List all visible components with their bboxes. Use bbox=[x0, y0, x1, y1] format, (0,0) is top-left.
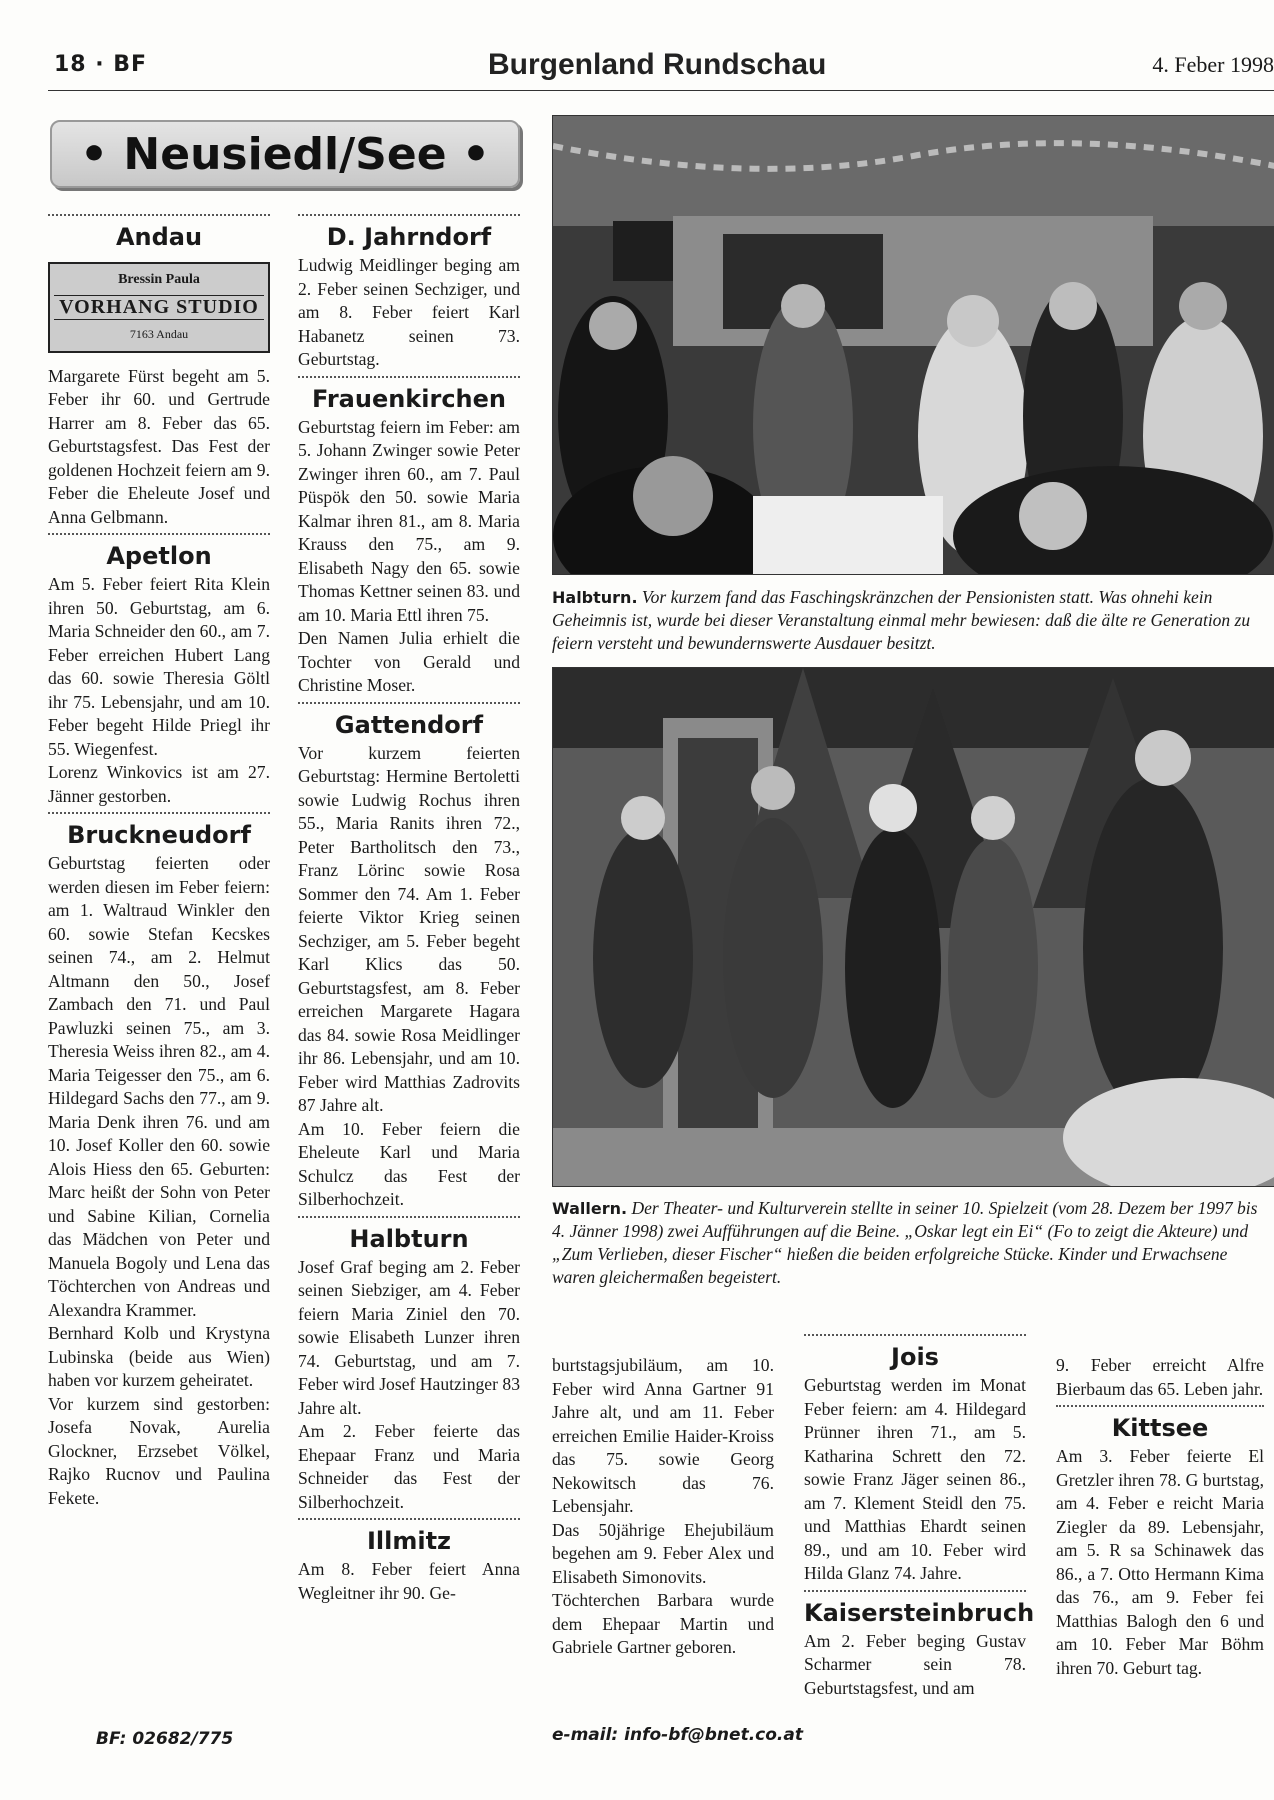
ad-place: 7163 Andau bbox=[129, 327, 189, 341]
frauenkirchen-text: Geburtstag feiern im Feber: am 5. Johann Zwinger sowie Peter Zwinger ihren 60., am 7. Paul Püspök den 50. sowie Maria Kalmar ihren 81., am 8. Maria Krauss den 75., am 9. Elisabeth Nagy den 65. sowie Thomas Kettner seinen 83. und am 10. Maria Ettl ihren 75. bbox=[298, 416, 520, 625]
bruckneudorf-text: Geburtstag feierten oder werden diesen im Feber feiern: am 1. Waltraud Winkler den 60. sowie Stefan Kecskes seinen 74., am 2. Helmut Altmann den 50., Josef Zambach den 71. und Paul Pawluzki seinen 75., am 3. Theresia Weiss ihren 82., am 4. Maria Teigesser den 75., am 6. Hildegard Sachs den 77., am 9. Maria Denk ihren 76. und am 10. Josef Koller den 60. sowie Alois Hiess den 65. Geburten: Marc heißt der Sohn von Peter und Sabine Kilian, Cornelia das Mädchen von Peter und Manuela Bogoly und Lena das Töchterchen von Andreas und Alexandra Krammer. bbox=[48, 853, 270, 1320]
section-title-djahrndorf: D. Jahrndorf bbox=[298, 214, 520, 252]
caption-wallern-text: Der Theater- und Kulturverein stellte in seiner 10. Spielzeit (vom 28. Dezem ber 1997 bis 4. Jänner 1998) zwei Aufführungen auf die Beine. „Oskar legt ein Ei“ (Fo to zeigt die Akteure) und „Zum Verlieben, dieser Fischer“ hießen die beiden erfolgreiche Stücke. Kinder und Erwachsene waren gleichermaßen begeistert. bbox=[552, 1198, 1258, 1287]
column-5 bbox=[1056, 1354, 1264, 1680]
photo-wallern-image bbox=[553, 668, 1274, 1186]
bruckneudorf-text-2: Bernhard Kolb und Krystyna Lubinska (beide aus Wien) haben vor kurzem geheiratet. bbox=[48, 1323, 270, 1390]
jois-cont-text: 9. Feber erreicht Alfre Bierbaum das 65. Leben jahr. bbox=[1056, 1355, 1264, 1399]
illmitz-cont-text-3: Töchterchen Barbara wurde dem Ehepaar Martin und Gabriele Gartner geboren. bbox=[552, 1590, 774, 1657]
section-title-apetlon: Apetlon bbox=[48, 533, 270, 571]
photo-halbturn-image bbox=[553, 116, 1274, 574]
apetlon-text-2: Lorenz Winkovics ist am 27. Jänner gestorben. bbox=[48, 762, 270, 806]
advertisement bbox=[48, 262, 270, 353]
bruckneudorf-text-3: Vor kurzem sind gestorben: Josefa Novak, Aurelia Glockner, Erzsebet Völkel, Rajko Rucnov und Paulina Fekete. bbox=[48, 1393, 270, 1508]
illmitz-cont-text: burtstagsjubiläum, am 10. Feber wird Anna Gartner 91 Jahre alt, und am 11. Feber erreichen Emilie Haider-Kroiss das 75. sowie Georg Nekowitsch das 76. Lebensjahr. bbox=[552, 1355, 774, 1516]
illmitz-cont-text-2: Das 50jährige Ehejubiläum begehen am 9. Feber Alex und Elisabeth Simonovits. bbox=[552, 1519, 774, 1587]
caption-halbturn-label: Halbturn. bbox=[552, 588, 638, 607]
andau-text: Margarete Fürst begeht am 5. Feber ihr 60. und Gertrude Harrer am 8. Feber das 65. Geburtstagsfest. Das Fest der goldenen Hochzeit feiern am 9. Feber die Eheleute Josef und Anna Gelbmann. bbox=[48, 365, 270, 527]
region-banner: • Neusiedl/See • bbox=[50, 120, 520, 188]
halbturn-text: Josef Graf beging am 2. Feber seinen Siebziger, am 4. Feber feiern Maria Ziniel den 70. sowie Elisabeth Lunzer ihren 74. Geburtstag, und am 7. Feber wird Josef Hautzinger 83 Jahre alt. bbox=[298, 1256, 520, 1418]
column-1 bbox=[48, 210, 270, 1510]
photo-wallern-theater bbox=[552, 667, 1274, 1187]
section-title-frauenkirchen: Frauenkirchen bbox=[298, 376, 520, 414]
newspaper-title: Burgenland Rundschau bbox=[488, 48, 827, 81]
section-title-halbturn: Halbturn bbox=[298, 1216, 520, 1254]
section-title-andau: Andau bbox=[48, 214, 270, 252]
frauenkirchen-text-2: Den Namen Julia erhielt die Tochter von Gerald und Christine Moser. bbox=[298, 628, 520, 695]
page-number: 18 · BF bbox=[54, 52, 148, 77]
footer-phone: BF: 02682/775 bbox=[96, 1729, 234, 1749]
section-title-gattendorf: Gattendorf bbox=[298, 702, 520, 740]
section-title-illmitz: Illmitz bbox=[298, 1518, 520, 1556]
ad-studio: VORHANG STUDIO bbox=[54, 295, 264, 321]
caption-halbturn bbox=[552, 586, 1274, 655]
caption-wallern bbox=[552, 1197, 1274, 1289]
section-title-bruckneudorf: Bruckneudorf bbox=[48, 812, 270, 850]
footer-email: e-mail: info-bf@bnet.co.at bbox=[552, 1725, 803, 1745]
ad-name: Bressin Paula bbox=[118, 272, 200, 287]
section-title-kaisersteinbruch: Kaisersteinbruch bbox=[804, 1590, 1026, 1628]
section-title-jois: Jois bbox=[804, 1334, 1026, 1372]
apetlon-text: Am 5. Feber feiert Rita Klein ihren 50. Geburtstag, am 6. Maria Schneider den 60., am 7. Feber erreichen Hubert Lang das 60. sowie Theresia Göltl ihr 75. Lebensjahr, und am 10. Feber begeht Hilde Priegl ihr 55. Wiegenfest. bbox=[48, 574, 270, 759]
halbturn-text-2: Am 2. Feber feierte das Ehepaar Franz und Maria Schneider das Fest der Silberhochzeit. bbox=[298, 1421, 520, 1512]
page-header bbox=[48, 44, 1274, 91]
issue-date: 4. Feber 1998 bbox=[1152, 52, 1274, 77]
photo-halbturn-dance bbox=[552, 115, 1274, 575]
gattendorf-text-2: Am 10. Feber feiern die Eheleute Karl und Maria Schulcz das Fest der Silberhochzeit. bbox=[298, 1118, 520, 1209]
column-4 bbox=[804, 1330, 1035, 1700]
illmitz-text: Am 8. Feber feiert Anna Wegleitner ihr 90. Ge- bbox=[298, 1559, 520, 1603]
gattendorf-text: Vor kurzem feierten Geburtstag: Hermine Bertoletti sowie Ludwig Rochus ihren 55., Maria Ranits ihren 72., Peter Bartholitsch den 73., Franz Lörinc sowie Rosa Sommer den 74. Am 1. Feber feierte Viktor Krieg seinen Sechziger, am 5. Feber begeht Karl Klics das 50. Geburtstagsfest, am 8. Feber erreichen Margarete Hagara das 84. sowie Rosa Meidlinger ihr 86. Lebensjahr, und am 10. Feber wird Matthias Zadrovits 87 Jahre alt. bbox=[298, 742, 520, 1115]
kittsee-text: Am 3. Feber feierte El Gretzler ihren 78. G burtstag, am 4. Feber e reicht Maria Ziegler da 89. Lebensjahr, am 5. R sa Schinawek das 86., a 7. Otto Hermann Kima das 76., am 9. Feber fei Matthias Balogh den 6 und am 10. Feber Mar Böhm ihren 70. Geburt tag. bbox=[1056, 1446, 1264, 1678]
section-title-kittsee: Kittsee bbox=[1056, 1405, 1264, 1443]
djahrndorf-text: Ludwig Meidlinger beging am 2. Feber seinen Sechziger, und am 8. Feber feiert Karl Habanetz seinen 73. Geburtstag. bbox=[298, 255, 520, 369]
caption-halbturn-text: Vor kurzem fand das Faschingskränzchen der Pensionisten statt. Was ohnehi kein Geheimnis ist, wurde bei dieser Veranstaltung einmal mehr bewiesen: daß die älte re Generation zu feiern versteht und bewundernswerte Ausdauer besitzt. bbox=[552, 587, 1251, 653]
caption-wallern-label: Wallern. bbox=[552, 1199, 628, 1218]
column-2 bbox=[298, 210, 520, 1605]
jois-text: Geburtstag werden im Monat Feber feiern: am 4. Hildegard Prünner ihren 71., am 5. Katharina Schrett den 72. sowie Franz Jäger seinen 86., am 7. Klement Steidl den 75. und Matthias Ehardt seinen 89., und am 10. Feber wird Hilda Glanz 74. Jahre. bbox=[804, 1375, 1026, 1583]
column-3 bbox=[552, 1354, 774, 1660]
kaisersteinbruch-text: Am 2. Feber beging Gustav Scharmer sein 78. Geburtstagsfest, und am bbox=[804, 1630, 1026, 1698]
